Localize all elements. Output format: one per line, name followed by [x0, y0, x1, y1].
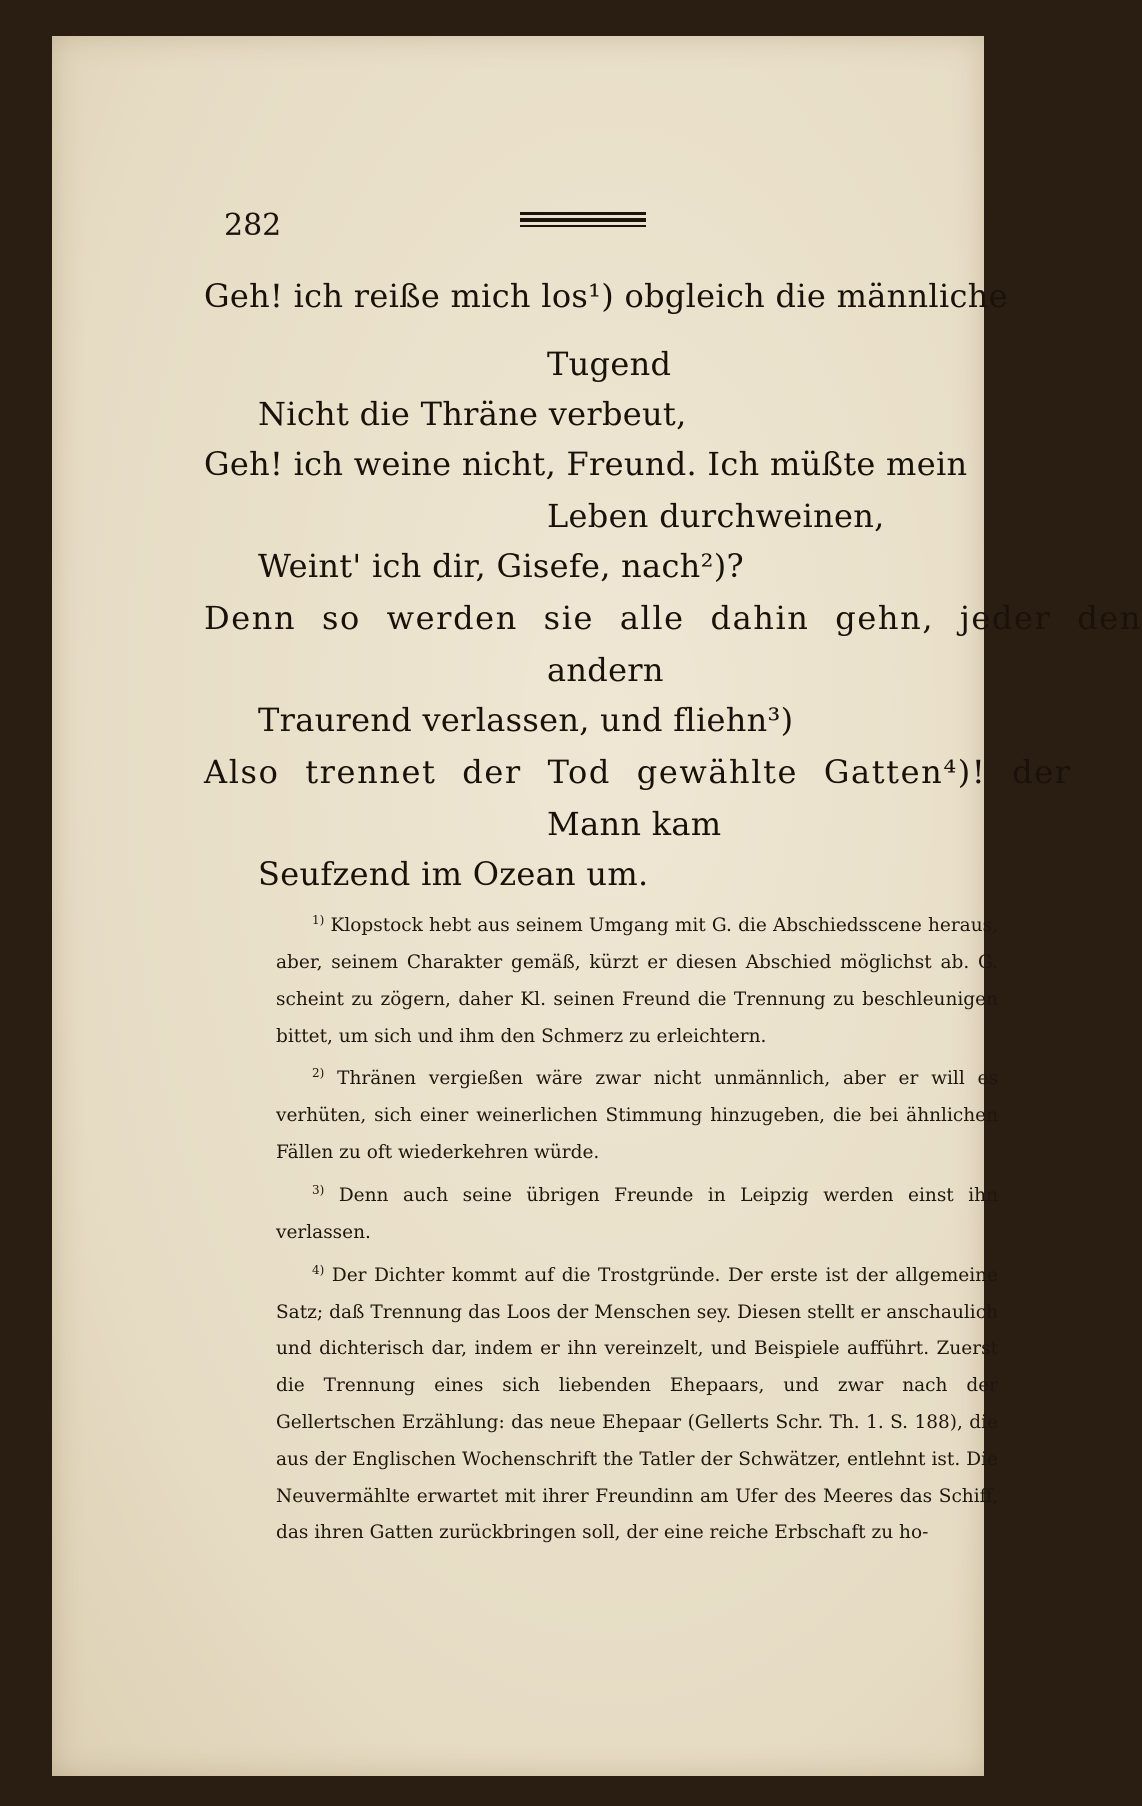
- footnote-text: Denn auch seine übrigen Freunde in Leipzig werden einst ihn verlassen.: [276, 1185, 998, 1243]
- footnote-marker: 4): [312, 1262, 325, 1277]
- footnote: [276, 902, 998, 1055]
- verse-line: Leben durchweinen,: [547, 497, 885, 535]
- verse-line: Nicht die Thräne verbeut,: [258, 395, 687, 433]
- footnotes: [276, 902, 998, 1552]
- verse-line: Tugend: [547, 345, 672, 383]
- footnote-marker: 1): [312, 913, 325, 927]
- footnote-marker: 3): [312, 1182, 325, 1197]
- footnote-marker: 2): [312, 1066, 325, 1081]
- footnote-text: Der Dichter kommt auf die Trostgründe. Der erste ist der allgemeine Satz; daß Trennung das Loos der Menschen sey. Diesen stellt er anschaulich und dichterisch dar, indem er ihn vereinzelt, und Beispiele aufführt. Zuerst die Trennung eines sich liebenden Ehepaars, und zwar nach der Gellertschen Erzählung: das neue Ehepaar (Gellerts Schr. Th. 1. S. 188), die aus der Englischen Wochenschrift the Tatler der Schwätzer, entlehnt ist. Die Neuvermählte erwartet mit ihrer Freundinn am Ufer des Meeres das Schiff, das ihren Gatten zurückbringen soll, der eine reiche Erbschaft zu ho-: [276, 1264, 998, 1544]
- verse-line: Traurend verlassen, und fliehn³): [258, 701, 794, 739]
- page-header: [52, 204, 984, 244]
- footnote: [276, 1252, 998, 1553]
- verse-line: Geh! ich reiße mich los¹) obgleich die männliche: [204, 277, 1008, 315]
- footnote: [276, 1172, 998, 1252]
- verse-line: Weint' ich dir, Gisefe, nach²)?: [258, 547, 744, 585]
- verse-line: Also trennet der Tod gewählte Gatten⁴)! der: [204, 753, 1072, 791]
- verse-line: Denn so werden sie alle dahin gehn, jeder den: [204, 599, 1142, 637]
- verse-line: Mann kam: [547, 805, 722, 843]
- verse-line: andern: [547, 651, 664, 689]
- header-ornament-rule: [520, 212, 646, 228]
- page-number: 282: [224, 208, 282, 243]
- footnote-text: Thränen vergießen wäre zwar nicht unmännlich, aber er will es verhüten, sich einer weinerlichen Stimmung hinzugeben, die bei ähnlichen Fällen zu oft wiederkehren würde.: [276, 1068, 998, 1164]
- book-page: [52, 36, 1142, 1776]
- verse-line: Seufzend im Ozean um.: [258, 855, 649, 893]
- footnote: [276, 1055, 998, 1172]
- footnote-text: Klopstock hebt aus seinem Umgang mit G. die Abschiedsscene heraus, aber, seinem Charakter gemäß, kürzt er diesen Abschied möglichst ab. G. scheint zu zögern, daher Kl. seinen Freund die Trennung zu beschleunigen bittet, um sich und ihm den Schmerz zu erleichtern.: [276, 915, 998, 1047]
- verse-line: Geh! ich weine nicht, Freund. Ich müßte mein: [204, 445, 968, 483]
